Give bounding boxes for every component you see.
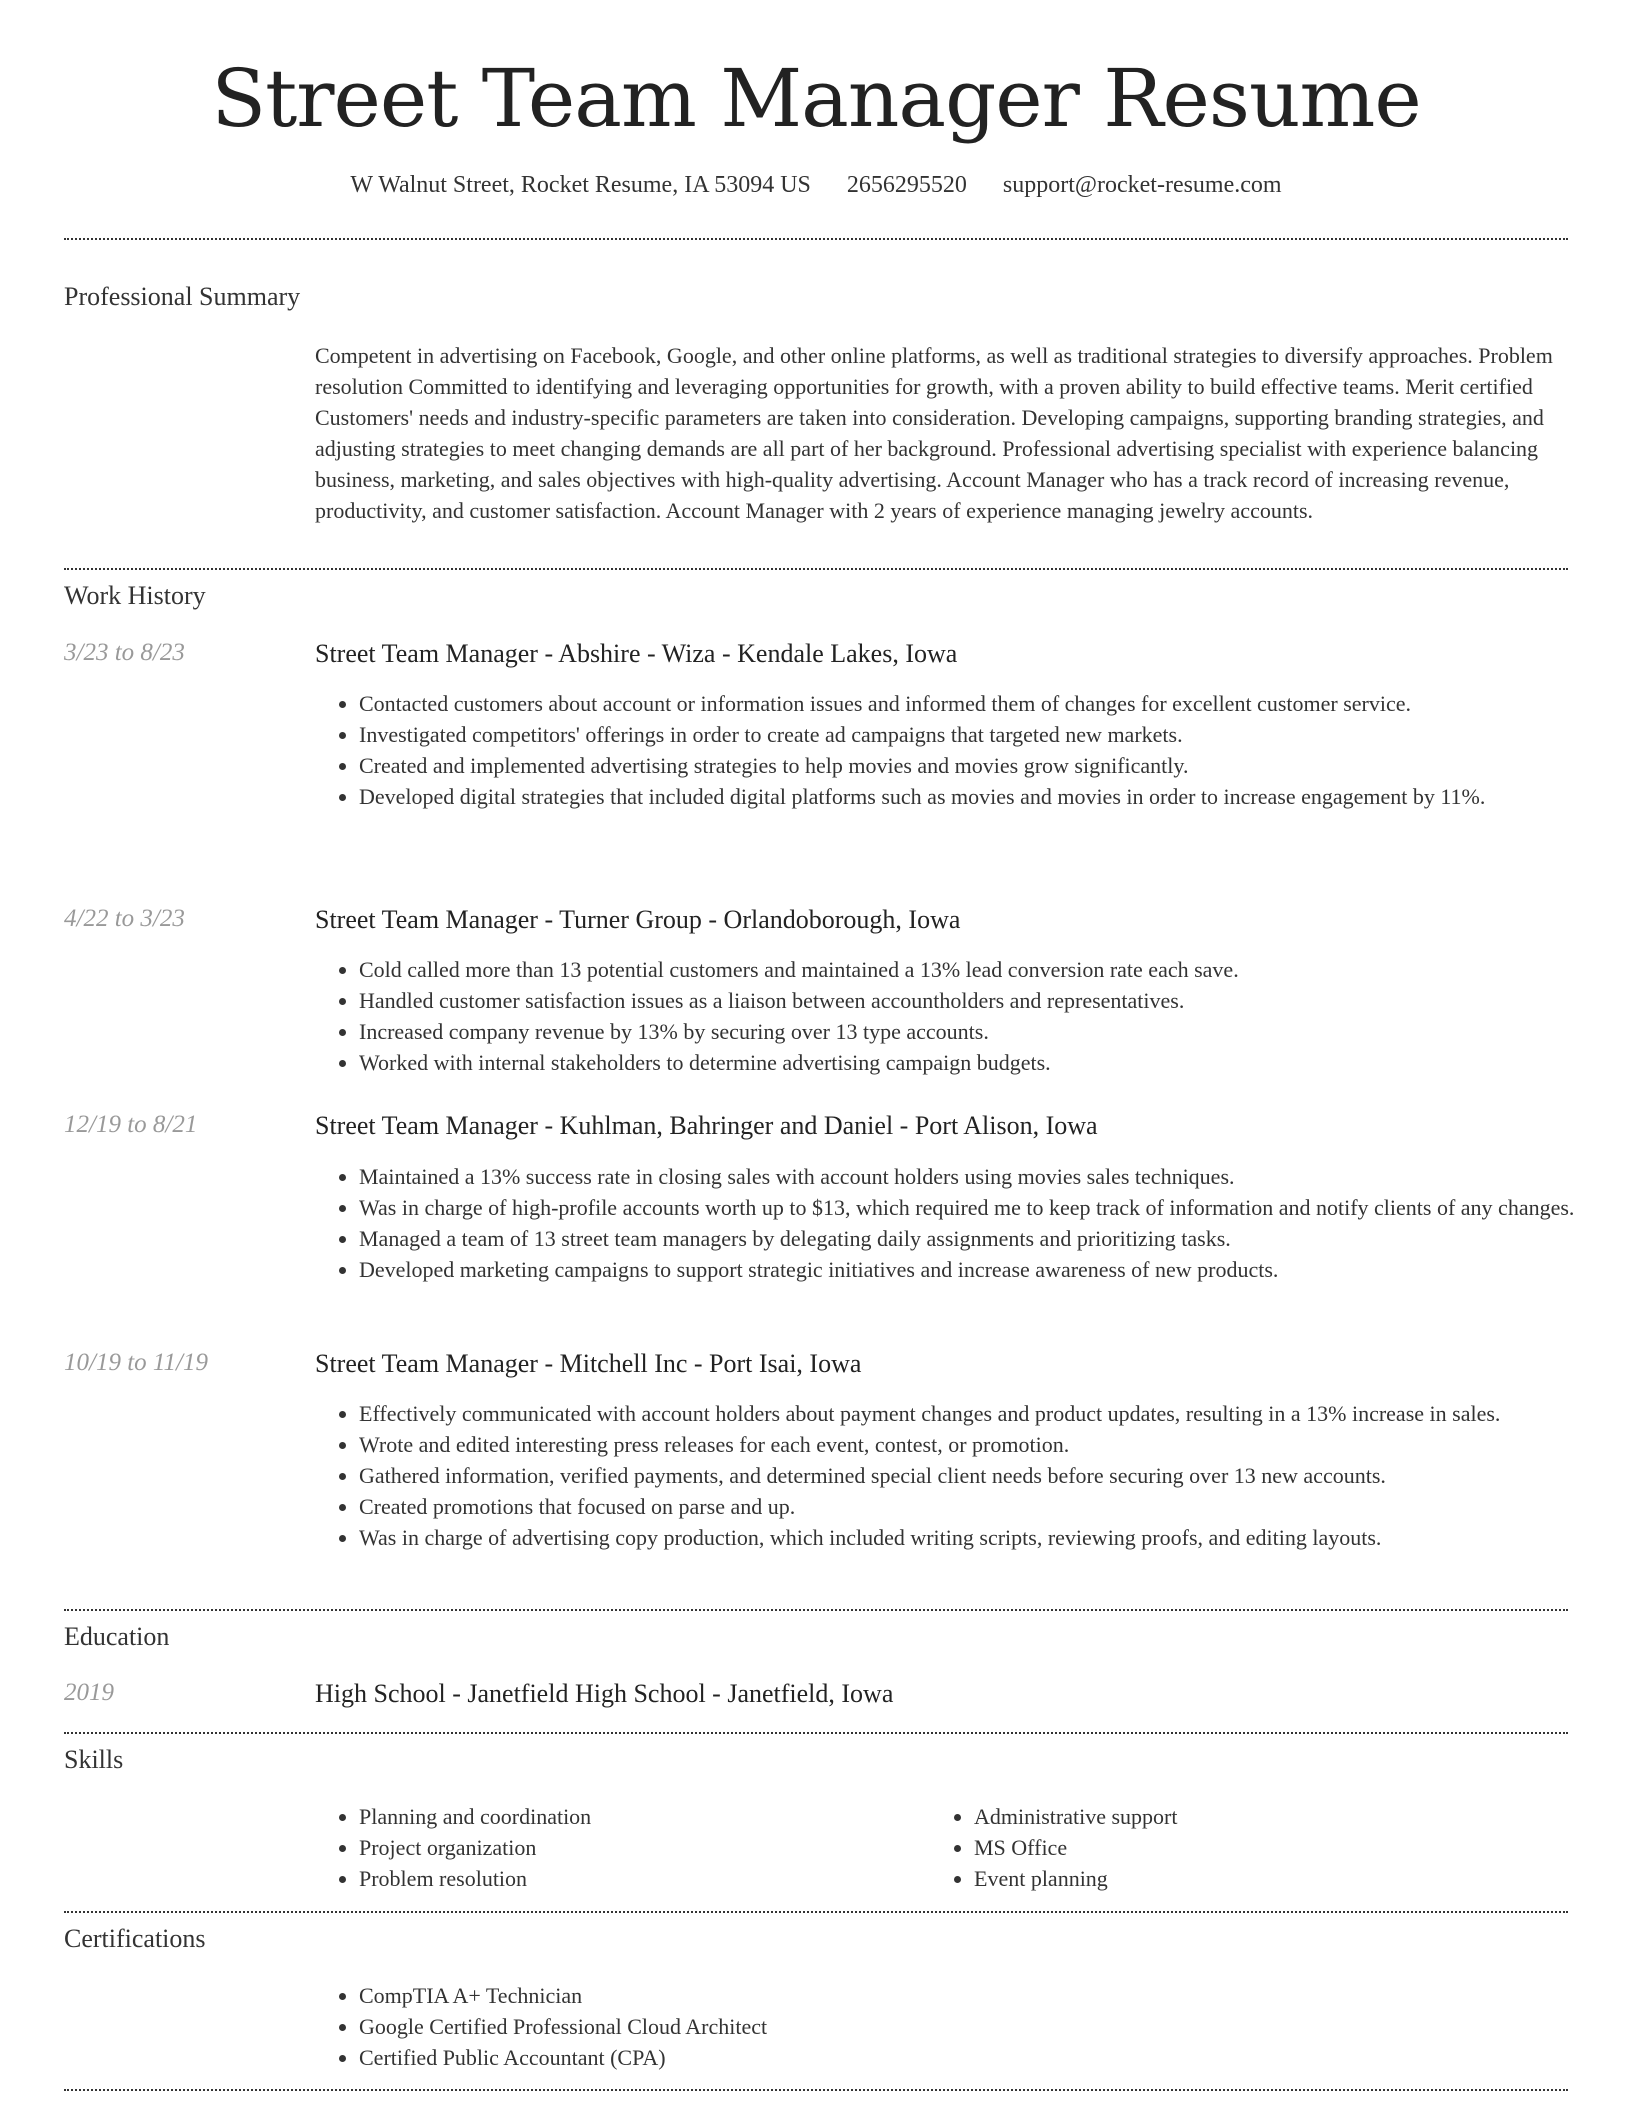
list-item: • Managed a team of 13 street team managers by delegating daily assignments and prioritizing tasks. bbox=[359, 1223, 1614, 1254]
section-title-skills: Skills bbox=[64, 1745, 124, 1774]
job-dates: 12/19 to 8/21 bbox=[64, 1111, 198, 1138]
list-item: • Google Certified Professional Cloud Architect bbox=[359, 2011, 1614, 2042]
list-item: • MS Office bbox=[974, 1832, 1574, 1863]
list-item: • Created and implemented advertising strategies to help movies and movies grow significantly. bbox=[359, 750, 1614, 781]
list-item: • Problem resolution bbox=[359, 1863, 959, 1894]
list-item: • Increased company revenue by 13% by securing over 13 type accounts. bbox=[359, 1016, 1614, 1047]
divider bbox=[64, 1609, 1568, 1611]
list-item: • Handled customer satisfaction issues as a liaison between accountholders and representatives. bbox=[359, 985, 1614, 1016]
contact-line bbox=[0, 172, 1632, 199]
divider bbox=[64, 1911, 1568, 1913]
list-item: • Created promotions that focused on parse and up. bbox=[359, 1491, 1614, 1522]
certifications-list bbox=[315, 1980, 1614, 2073]
resume-title: Street Team Manager Resume bbox=[211, 52, 1421, 145]
list-item: • Event planning bbox=[974, 1863, 1574, 1894]
divider bbox=[64, 238, 1568, 240]
list-item: • Certified Public Accountant (CPA) bbox=[359, 2042, 1614, 2073]
list-item: • Cold called more than 13 potential customers and maintained a 13% lead conversion rate each save. bbox=[359, 954, 1614, 985]
list-item: • Was in charge of advertising copy production, which included writing scripts, reviewing proofs, and editing layouts. bbox=[359, 1522, 1614, 1553]
contact-email: support@rocket-resume.com bbox=[1002, 172, 1282, 198]
job-title: Street Team Manager - Turner Group - Orlandoborough, Iowa bbox=[315, 905, 961, 934]
contact-address: W Walnut Street, Rocket Resume, IA 53094 US bbox=[350, 172, 811, 198]
job-title: Street Team Manager - Mitchell Inc - Port Isai, Iowa bbox=[315, 1349, 862, 1378]
section-title-certifications: Certifications bbox=[64, 1924, 206, 1953]
divider bbox=[64, 1732, 1568, 1734]
list-item: • Gathered information, verified payments, and determined special client needs before securing over 13 new accounts. bbox=[359, 1460, 1614, 1491]
skills-list-left bbox=[315, 1801, 959, 1894]
job-bullets bbox=[315, 1161, 1614, 1285]
section-title-work: Work History bbox=[64, 581, 206, 610]
job-title: Street Team Manager - Abshire - Wiza - Kendale Lakes, Iowa bbox=[315, 639, 958, 668]
job-title: Street Team Manager - Kuhlman, Bahringer and Daniel - Port Alison, Iowa bbox=[315, 1111, 1098, 1140]
list-item: • Wrote and edited interesting press releases for each event, contest, or promotion. bbox=[359, 1429, 1614, 1460]
skills-list-right bbox=[930, 1801, 1574, 1894]
job-dates: 10/19 to 11/19 bbox=[64, 1349, 208, 1376]
list-item: • Developed marketing campaigns to support strategic initiatives and increase awareness of new products. bbox=[359, 1254, 1614, 1285]
job-bullets bbox=[315, 954, 1614, 1078]
list-item: • Worked with internal stakeholders to determine advertising campaign budgets. bbox=[359, 1047, 1614, 1078]
summary-text: Competent in advertising on Facebook, Google, and other online platforms, as well as traditional strategies to diversify approaches. Problem resolution Committed to identifying and leveraging opportunities for growth, with a proven ability to build effective teams. Merit certified Customers' needs and industry-specific parameters are taken into consideration. Developing campaigns, supporting branding strategies, and adjusting strategies to meet changing demands are all part of her background. Professional advertising specialist with experience balancing business, marketing, and sales objectives with high-quality advertising. Account Manager who has a track record of increasing revenue, productivity, and customer satisfaction. Account Manager with 2 years of experience managing jewelry accounts. bbox=[315, 343, 1553, 523]
divider bbox=[64, 568, 1568, 570]
contact-phone: 2656295520 bbox=[846, 172, 967, 198]
job-dates: 3/23 to 8/23 bbox=[64, 639, 185, 666]
job-bullets bbox=[315, 688, 1614, 812]
list-item: • Maintained a 13% success rate in closing sales with account holders using movies sales techniques. bbox=[359, 1161, 1614, 1192]
list-item: • Contacted customers about account or information issues and informed them of changes for excellent customer service. bbox=[359, 688, 1614, 719]
section-title-summary: Professional Summary bbox=[64, 282, 301, 311]
education-entry: High School - Janetfield High School - Janetfield, Iowa bbox=[315, 1679, 894, 1708]
job-bullets bbox=[315, 1398, 1614, 1553]
list-item: • Developed digital strategies that included digital platforms such as movies and movies in order to increase engagement by 11%. bbox=[359, 781, 1614, 812]
divider bbox=[64, 2089, 1568, 2091]
list-item: • Investigated competitors' offerings in order to create ad campaigns that targeted new markets. bbox=[359, 719, 1614, 750]
section-title-education: Education bbox=[64, 1622, 170, 1651]
list-item: • Effectively communicated with account holders about payment changes and product updates, resulting in a 13% increase in sales. bbox=[359, 1398, 1614, 1429]
list-item: • Planning and coordination bbox=[359, 1801, 959, 1832]
list-item: • Project organization bbox=[359, 1832, 959, 1863]
list-item: • Was in charge of high-profile accounts worth up to $13, which required me to keep track of information and notify clients of any changes. bbox=[359, 1192, 1614, 1223]
job-dates: 4/22 to 3/23 bbox=[64, 905, 185, 932]
education-year: 2019 bbox=[64, 1679, 114, 1706]
list-item: • Administrative support bbox=[974, 1801, 1574, 1832]
list-item: • CompTIA A+ Technician bbox=[359, 1980, 1614, 2011]
